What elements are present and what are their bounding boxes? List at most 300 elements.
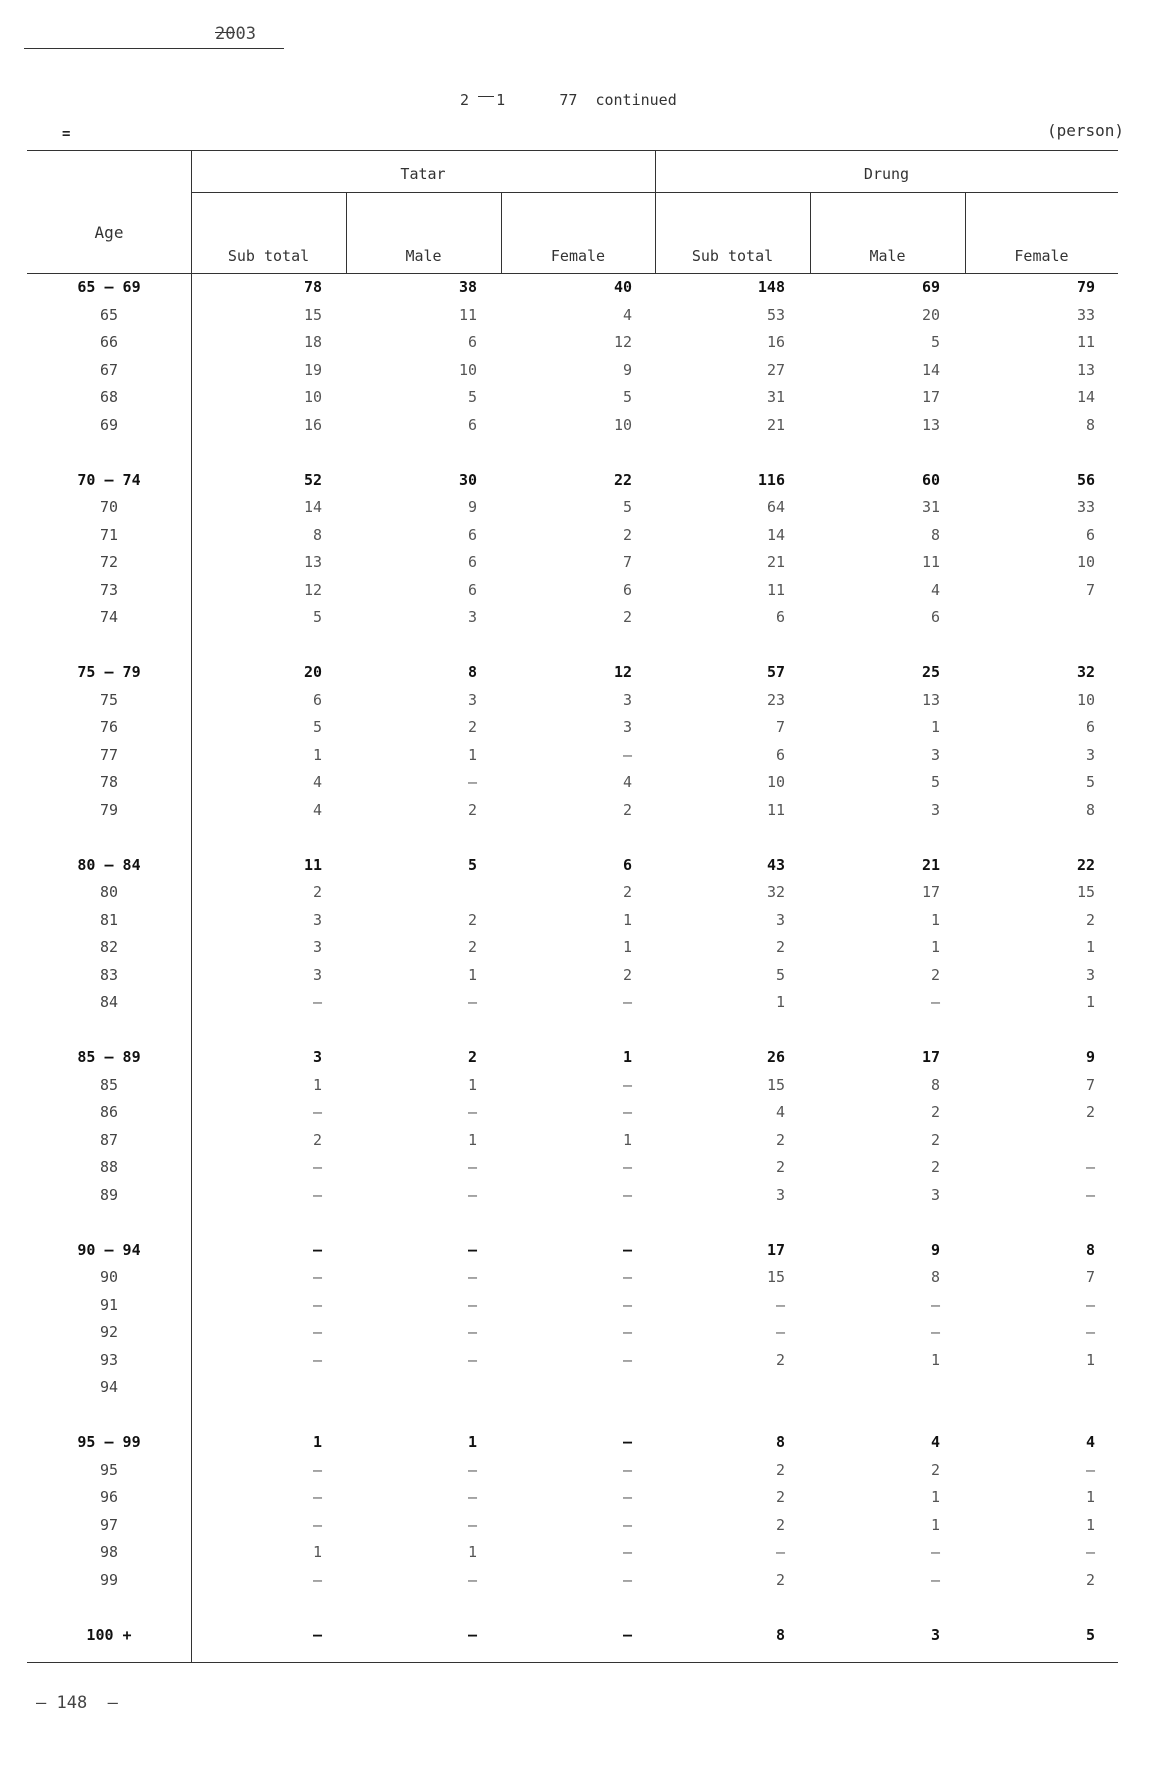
table-row (27, 1103, 1118, 1127)
value-cell: 5 (467, 855, 477, 874)
age-cell: 66 (99, 333, 119, 351)
value-cell: 1 (467, 965, 477, 984)
value-cell: — (622, 1543, 632, 1561)
value-cell: 1 (312, 1433, 322, 1451)
value-cell: 17 (766, 1240, 785, 1259)
value-cell: — (467, 1570, 477, 1589)
value-cell: 8 (312, 525, 322, 544)
value-cell: 3 (622, 690, 632, 709)
value-cell: 7 (1085, 580, 1095, 599)
table-row (27, 1626, 1118, 1650)
value-cell: 8 (775, 1433, 785, 1451)
value-cell: 19 (303, 360, 322, 379)
value-cell: 21 (921, 855, 940, 874)
value-cell: 78 (303, 278, 322, 296)
table-row (27, 1296, 1118, 1320)
table-row (27, 1488, 1118, 1512)
header-year: 2003 (215, 24, 256, 44)
table-title: 2 1 77 continued (460, 91, 677, 109)
table-row (27, 718, 1118, 742)
value-cell: — (930, 1295, 940, 1314)
value-cell: 1 (467, 1130, 477, 1149)
value-cell: — (775, 1295, 785, 1314)
age-cell: 76 (99, 718, 119, 736)
table-row (27, 691, 1118, 715)
value-cell: 11 (458, 305, 477, 324)
group-header-tatar: Tatar (400, 165, 446, 183)
value-cell: 1 (622, 938, 632, 956)
value-cell: — (1085, 1295, 1095, 1314)
value-cell: 8 (930, 1075, 940, 1094)
value-cell: 8 (1085, 1240, 1095, 1259)
age-cell: 84 (99, 993, 119, 1011)
table-row (27, 993, 1118, 1017)
table-row (27, 1351, 1118, 1375)
value-cell: 1 (1085, 1515, 1095, 1534)
age-cell: 65 — 69 (77, 278, 141, 296)
value-cell: 3 (312, 910, 322, 929)
value-cell: — (622, 745, 632, 764)
value-cell: — (312, 1295, 322, 1314)
age-cell: 85 — 89 (77, 1048, 141, 1066)
value-cell: 7 (1085, 1075, 1095, 1094)
age-cell: 75 — 79 (77, 663, 141, 681)
table-row (27, 663, 1118, 687)
table-row (27, 1433, 1118, 1457)
value-cell: 23 (766, 690, 785, 709)
value-cell: 2 (775, 1488, 785, 1506)
table-row (27, 1131, 1118, 1155)
value-cell: — (930, 1570, 940, 1589)
header-rule (24, 48, 284, 49)
value-cell: 60 (921, 470, 940, 489)
value-cell: 11 (766, 580, 785, 599)
age-cell: 88 (99, 1158, 119, 1176)
value-cell: 26 (766, 1048, 785, 1066)
value-cell: 2 (467, 1048, 477, 1066)
value-cell: 17 (921, 883, 940, 901)
col-header-tatar-male: Male (405, 247, 442, 265)
value-cell: — (622, 1268, 632, 1286)
value-cell: 4 (775, 1103, 785, 1121)
table-row (27, 1461, 1118, 1485)
table-row (27, 1076, 1118, 1100)
value-cell: 3 (930, 745, 940, 764)
value-cell: 69 (921, 278, 940, 296)
value-cell: 1 (930, 1350, 940, 1369)
value-cell: 3 (622, 718, 632, 736)
value-cell: 15 (766, 1268, 785, 1286)
value-cell: 13 (921, 690, 940, 709)
table-row (27, 306, 1118, 330)
age-cell: 73 (99, 580, 119, 599)
value-cell: 22 (613, 470, 632, 489)
value-cell: — (467, 1515, 477, 1534)
value-cell: 2 (930, 965, 940, 984)
value-cell: 11 (303, 855, 322, 874)
value-cell: 1 (467, 1543, 477, 1561)
value-cell: — (312, 1268, 322, 1286)
value-cell: 1 (312, 1075, 322, 1094)
age-cell: 68 (99, 388, 119, 406)
value-cell: 5 (930, 333, 940, 351)
value-cell: 12 (613, 333, 632, 351)
age-cell: 79 (99, 800, 119, 819)
value-cell: 2 (775, 1570, 785, 1589)
table-row (27, 1048, 1118, 1072)
value-cell: — (467, 1268, 477, 1286)
table-row (27, 471, 1118, 495)
value-cell: — (467, 993, 477, 1011)
col-header-drung-female: Female (1014, 247, 1069, 265)
value-cell: — (312, 1515, 322, 1534)
age-cell: 99 (99, 1570, 119, 1589)
table-row (27, 1158, 1118, 1182)
table-row (27, 581, 1118, 605)
value-cell: — (312, 1240, 322, 1259)
value-cell: 31 (766, 388, 785, 406)
left-mark: = (62, 126, 71, 142)
value-cell: 2 (775, 1130, 785, 1149)
value-cell: 8 (1085, 800, 1095, 819)
value-cell: — (775, 1323, 785, 1341)
value-cell: 20 (921, 305, 940, 324)
value-cell: 1 (930, 1488, 940, 1506)
value-cell: — (622, 1488, 632, 1506)
value-cell: 30 (458, 470, 477, 489)
table-row (27, 1241, 1118, 1265)
table-row (27, 498, 1118, 522)
value-cell: — (467, 1240, 477, 1259)
value-cell: 2 (930, 1158, 940, 1176)
value-cell: 5 (1085, 1625, 1095, 1644)
value-cell: 43 (766, 855, 785, 874)
value-cell: — (312, 1488, 322, 1506)
value-cell: 5 (1085, 773, 1095, 791)
table-row (27, 911, 1118, 935)
value-cell: 1 (622, 1048, 632, 1066)
value-cell: 2 (775, 1350, 785, 1369)
unit-label: (person) (1046, 121, 1124, 140)
value-cell: 15 (1076, 883, 1095, 901)
value-cell: 6 (467, 525, 477, 544)
value-cell: — (622, 1460, 632, 1479)
value-cell: 3 (930, 800, 940, 819)
value-cell: 8 (930, 1268, 940, 1286)
table-row (27, 333, 1118, 357)
table-row (27, 966, 1118, 990)
value-cell: 4 (312, 773, 322, 791)
value-cell: 33 (1076, 498, 1095, 516)
value-cell: 3 (312, 938, 322, 956)
table-row (27, 746, 1118, 770)
table-row (27, 1516, 1118, 1540)
table-row (27, 416, 1118, 440)
age-cell: 95 — 99 (77, 1433, 141, 1451)
value-cell: 1 (930, 718, 940, 736)
value-cell: 3 (467, 608, 477, 626)
value-cell: 64 (766, 498, 785, 516)
age-cell: 83 (99, 965, 119, 984)
value-cell: 1 (312, 1543, 322, 1561)
col-header-drung-male: Male (869, 247, 906, 265)
value-cell: — (312, 1460, 322, 1479)
value-cell: — (312, 1350, 322, 1369)
value-cell: 10 (303, 388, 322, 406)
value-cell: — (622, 1350, 632, 1369)
value-cell: 3 (312, 1048, 322, 1066)
age-cell: 82 (99, 938, 119, 956)
value-cell: 1 (930, 1515, 940, 1534)
value-cell: 2 (930, 1130, 940, 1149)
value-cell: 2 (775, 938, 785, 956)
value-cell: 4 (312, 800, 322, 819)
value-cell: 5 (622, 498, 632, 516)
value-cell: 1 (930, 938, 940, 956)
value-cell: — (467, 1103, 477, 1121)
value-cell: 2 (1085, 910, 1095, 929)
population-table (27, 150, 1118, 1663)
value-cell: — (467, 1295, 477, 1314)
age-cell: 70 (99, 498, 119, 516)
value-cell: — (312, 1625, 322, 1644)
age-cell: 80 (99, 883, 119, 901)
value-cell: 12 (303, 580, 322, 599)
value-cell: 13 (303, 553, 322, 571)
value-cell: — (622, 1158, 632, 1176)
age-cell: 70 — 74 (77, 470, 141, 489)
table-row (27, 883, 1118, 907)
table-row (27, 773, 1118, 797)
value-cell: 12 (613, 663, 632, 681)
age-cell: 92 (99, 1323, 119, 1341)
value-cell: 116 (757, 470, 785, 489)
value-cell: 6 (1085, 718, 1095, 736)
value-cell: 16 (766, 333, 785, 351)
value-cell: 6 (622, 855, 632, 874)
value-cell: 4 (930, 1433, 940, 1451)
value-cell: — (622, 1185, 632, 1204)
value-cell: 2 (467, 718, 477, 736)
age-cell: 80 — 84 (77, 855, 141, 874)
age-cell: 74 (99, 608, 119, 626)
value-cell: — (467, 1185, 477, 1204)
table-row (27, 1323, 1118, 1347)
age-cell: 98 (99, 1543, 119, 1561)
value-cell: 11 (1076, 333, 1095, 351)
value-cell: — (622, 1075, 632, 1094)
value-cell: 10 (766, 773, 785, 791)
value-cell: 8 (775, 1625, 785, 1644)
value-cell: — (1085, 1323, 1095, 1341)
value-cell: — (622, 1433, 632, 1451)
age-cell: 90 (99, 1268, 119, 1286)
age-cell: 89 (99, 1185, 119, 1204)
value-cell: 14 (921, 360, 940, 379)
value-cell: — (312, 1570, 322, 1589)
value-cell: 57 (766, 663, 785, 681)
value-cell: 2 (467, 910, 477, 929)
age-cell: 94 (99, 1378, 119, 1396)
value-cell: 1 (622, 1130, 632, 1149)
age-cell: 69 (99, 415, 119, 434)
value-cell: — (1085, 1543, 1095, 1561)
value-cell: 2 (312, 1130, 322, 1149)
value-cell: 20 (303, 663, 322, 681)
value-cell: 7 (622, 553, 632, 571)
value-cell: 3 (930, 1625, 940, 1644)
age-cell: 95 (99, 1460, 119, 1479)
value-cell: 11 (766, 800, 785, 819)
age-cell: 71 (99, 525, 119, 544)
value-cell: — (467, 773, 477, 791)
value-cell: 7 (1085, 1268, 1095, 1286)
value-cell: 148 (757, 278, 785, 296)
value-cell: 2 (1085, 1570, 1095, 1589)
group-header-drung: Drung (863, 165, 910, 183)
value-cell: 2 (775, 1515, 785, 1534)
col-header-tatar-female: Female (550, 247, 606, 265)
age-cell: 85 (99, 1075, 119, 1094)
value-cell: 6 (930, 608, 940, 626)
value-cell: 2 (622, 883, 632, 901)
value-cell: 10 (1076, 690, 1095, 709)
value-cell: 3 (312, 965, 322, 984)
value-cell: 6 (1085, 525, 1095, 544)
value-cell: — (622, 1323, 632, 1341)
value-cell: — (312, 993, 322, 1011)
age-cell: 96 (99, 1488, 119, 1506)
value-cell: 1 (1085, 993, 1095, 1011)
value-cell: — (622, 1625, 632, 1644)
value-cell: 5 (930, 773, 940, 791)
value-cell: 3 (467, 690, 477, 709)
value-cell: 10 (613, 415, 632, 434)
value-cell: 9 (622, 360, 632, 379)
value-cell: 10 (1076, 553, 1095, 571)
value-cell: 6 (467, 553, 477, 571)
title-dash (478, 96, 494, 97)
value-cell: — (775, 1543, 785, 1561)
table-row (27, 1378, 1118, 1402)
value-cell: 6 (467, 580, 477, 599)
table-row (27, 553, 1118, 577)
value-cell: — (1085, 1185, 1095, 1204)
value-cell: — (1085, 1460, 1095, 1479)
age-cell: 87 (99, 1130, 119, 1149)
value-cell: 16 (303, 415, 322, 434)
value-cell: 14 (766, 525, 785, 544)
age-cell: 67 (99, 360, 119, 379)
value-cell: — (622, 1240, 632, 1259)
value-cell: 10 (458, 360, 477, 379)
value-cell: 3 (1085, 965, 1095, 984)
value-cell: — (622, 1515, 632, 1534)
age-cell: 78 (99, 773, 119, 791)
age-cell: 86 (99, 1103, 119, 1121)
table-row (27, 526, 1118, 550)
value-cell: 22 (1076, 855, 1095, 874)
value-cell: 79 (1076, 278, 1095, 296)
age-header: Age (94, 223, 124, 242)
value-cell: 25 (921, 663, 940, 681)
value-cell: 4 (1085, 1433, 1095, 1451)
value-cell: 56 (1076, 470, 1095, 489)
value-cell: 13 (921, 415, 940, 434)
table-row (27, 388, 1118, 412)
value-cell: 6 (312, 690, 322, 709)
age-cell: 100 + (86, 1625, 132, 1644)
value-cell: — (930, 993, 940, 1011)
age-cell: 93 (99, 1350, 119, 1369)
value-cell: 21 (766, 553, 785, 571)
age-cell: 75 (99, 690, 119, 709)
age-cell: 90 — 94 (77, 1240, 141, 1259)
value-cell: 2 (1085, 1103, 1095, 1121)
value-cell: 15 (766, 1075, 785, 1094)
value-cell: 1 (467, 1075, 477, 1094)
value-cell: 17 (921, 1048, 940, 1066)
value-cell: 2 (775, 1158, 785, 1176)
value-cell: 4 (622, 305, 632, 324)
value-cell: 6 (622, 580, 632, 599)
value-cell: 9 (1085, 1048, 1095, 1066)
value-cell: 8 (1085, 415, 1095, 434)
value-cell: — (622, 1570, 632, 1589)
value-cell: 31 (921, 498, 940, 516)
value-cell: — (312, 1185, 322, 1204)
value-cell: 2 (467, 800, 477, 819)
table-row (27, 938, 1118, 962)
col-header-tatar-subtotal: Sub total (227, 247, 310, 265)
value-cell: — (312, 1323, 322, 1341)
value-cell: 1 (467, 745, 477, 764)
value-cell: 33 (1076, 305, 1095, 324)
value-cell: 1 (467, 1433, 477, 1451)
value-cell: 2 (622, 608, 632, 626)
value-cell: 2 (312, 883, 322, 901)
value-cell: 32 (766, 883, 785, 901)
value-cell: 2 (775, 1460, 785, 1479)
value-cell: 11 (921, 553, 940, 571)
value-cell: 4 (622, 773, 632, 791)
value-cell: 2 (622, 525, 632, 544)
age-cell: 72 (99, 553, 119, 571)
value-cell: 15 (303, 305, 322, 324)
value-cell: 1 (1085, 1350, 1095, 1369)
value-cell: 8 (930, 525, 940, 544)
value-cell: 1 (312, 745, 322, 764)
table-row (27, 1186, 1118, 1210)
value-cell: 6 (467, 415, 477, 434)
value-cell: 38 (458, 278, 477, 296)
table-row (27, 1571, 1118, 1595)
value-cell: — (467, 1460, 477, 1479)
value-cell: 21 (766, 415, 785, 434)
value-cell: 52 (303, 470, 322, 489)
value-cell: 3 (1085, 745, 1095, 764)
value-cell: 40 (613, 278, 632, 296)
value-cell: 5 (622, 388, 632, 406)
value-cell: — (312, 1158, 322, 1176)
value-cell: 5 (775, 965, 785, 984)
value-cell: — (467, 1323, 477, 1341)
value-cell: 1 (775, 993, 785, 1011)
value-cell: — (467, 1158, 477, 1176)
value-cell: 2 (467, 938, 477, 956)
col-header-drung-subtotal: Sub total (691, 247, 774, 265)
value-cell: 2 (622, 800, 632, 819)
